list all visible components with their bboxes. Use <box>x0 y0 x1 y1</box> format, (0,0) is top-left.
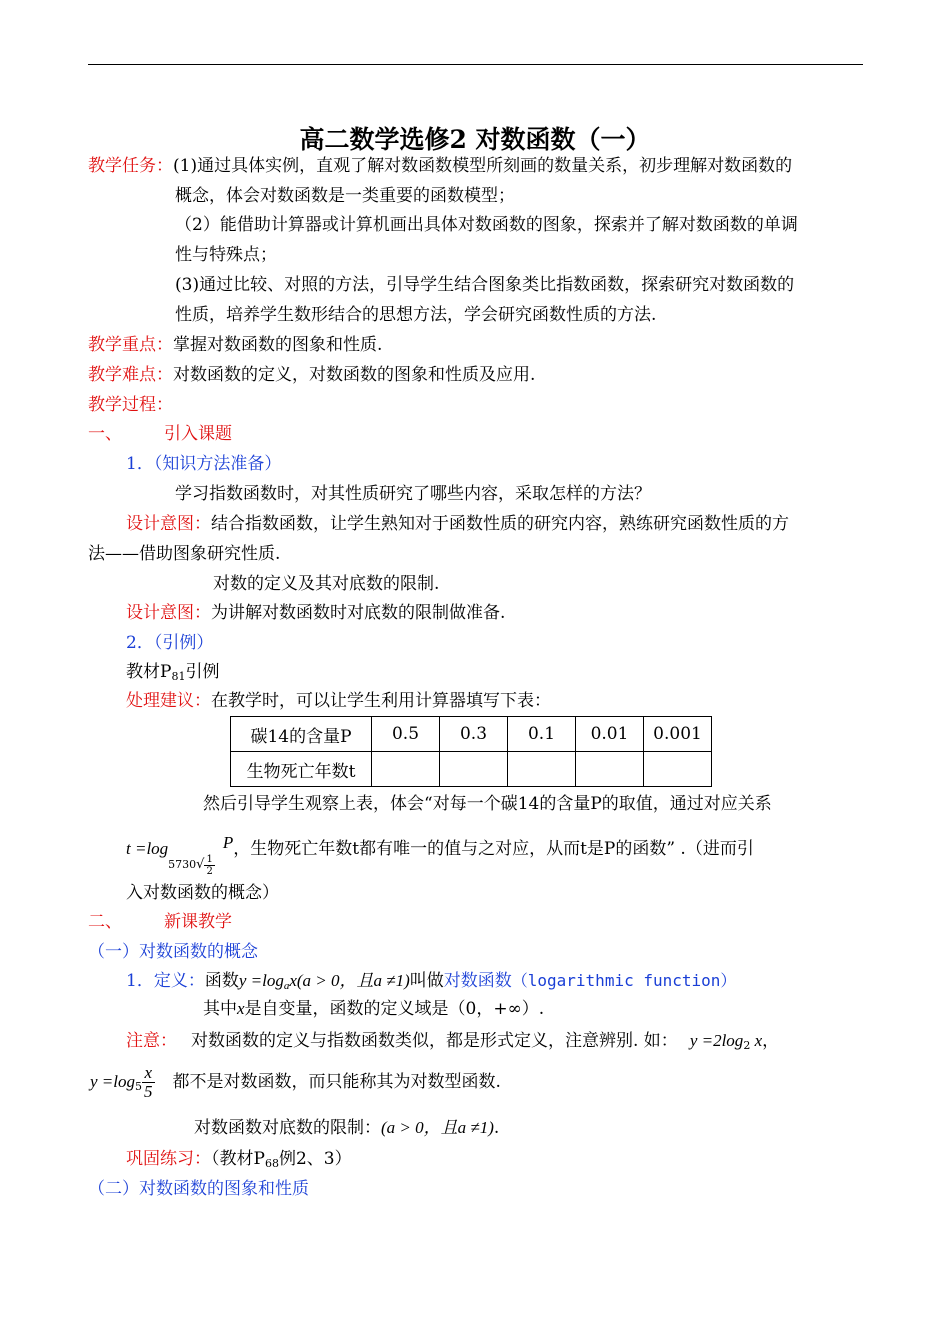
table-cell: 0.1 <box>508 717 576 752</box>
design-1-label: 设计意图： <box>126 514 211 534</box>
table-row <box>231 752 712 787</box>
note-example-2-num: x <box>142 1064 155 1083</box>
task-2a: （2）能借助计算器或计算机画出具体对数函数的图象，探索并了解对数函数的单调 <box>175 215 798 235</box>
limit-math: (a > 0，且a ≠1) <box>381 1118 494 1137</box>
header-rule <box>88 64 863 65</box>
focus-label: 教学重点： <box>88 335 173 355</box>
observe-line-3: 入对数函数的概念） <box>126 883 279 903</box>
section-1-num: 一、 <box>88 424 122 444</box>
question-1: 学习指数函数时，对其性质研究了哪些内容，采取怎样的方法？ <box>175 484 651 504</box>
note-example-2: y =log <box>90 1072 135 1091</box>
note-label: 注意： <box>126 1031 177 1051</box>
definition-math-post: x(a > 0，且a ≠1) <box>289 971 410 990</box>
table-cell: 0.01 <box>576 717 644 752</box>
table-cell: 生物死亡年数t <box>231 752 372 787</box>
domain-pre: 其中 <box>203 999 237 1019</box>
subsection-2: （二）对数函数的图象和性质 <box>88 1179 309 1199</box>
observe-line: 然后引导学生观察上表，体会“对每一个碳14的含量P的取值，通过对应关系 <box>203 794 772 814</box>
limit-pre: 对数函数对底数的限制： <box>194 1118 381 1138</box>
note-comma: ， <box>762 1031 780 1051</box>
textbook-post: 引例 <box>185 662 220 682</box>
observe-line-2: ，生物死亡年数t都有唯一的值与之对应，从而t是P的函数” .（进而引 <box>233 839 754 859</box>
suggest-text: 在教学时，可以让学生利用计算器填写下表： <box>211 691 551 711</box>
practice-pre: （教材P <box>211 1149 265 1169</box>
table-cell: 碳14的含量P <box>231 717 372 752</box>
definition-english: （logarithmic function） <box>511 971 737 990</box>
suggest-line <box>126 690 551 712</box>
section-2-heading <box>88 911 232 933</box>
design-1-text-b: 法——借助图象研究性质. <box>88 544 281 564</box>
task-2b: 性与特殊点； <box>175 245 277 265</box>
task-3a: (3)通过比较、对照的方法，引导学生结合图象类比指数函数，探索研究对数函数的 <box>175 275 795 295</box>
table-cell <box>508 752 576 787</box>
focus-line <box>88 334 382 356</box>
practice-post: 例2、3） <box>278 1149 352 1169</box>
note-example-1-arg: x <box>750 1031 763 1050</box>
limit-post: . <box>493 1118 500 1138</box>
textbook-pre: 教材P <box>126 662 172 682</box>
design-2-text: 为讲解对数函数时对底数的限制做准备. <box>211 603 506 623</box>
item-1-label: 1．（知识方法准备） <box>126 454 282 474</box>
definition-pre: 函数 <box>204 971 239 991</box>
carbon-table <box>230 716 712 787</box>
note-example-2-frac <box>142 1064 155 1101</box>
tasks-line-1 <box>88 155 792 177</box>
focus-text: 掌握对数函数的图象和性质. <box>173 335 383 355</box>
domain-var: x <box>237 999 245 1018</box>
definition-math: y =log <box>238 971 284 990</box>
limit-line <box>194 1117 499 1139</box>
table-cell: 0.001 <box>644 717 712 752</box>
design-2-line <box>126 602 505 624</box>
section-2-num: 二、 <box>88 912 122 932</box>
note-example-1-base: 2 <box>743 1039 751 1052</box>
item-2-label: 2．（引例） <box>126 633 214 653</box>
table-cell <box>644 752 712 787</box>
definition-base: a <box>283 980 290 992</box>
note-text: 对数函数的定义与指数函数类似，都是形式定义，注意辨别. 如： <box>191 1031 678 1051</box>
textbook-page: 81 <box>171 670 186 683</box>
design-2-label: 设计意图： <box>126 603 211 623</box>
table-cell <box>576 752 644 787</box>
page-title: 高二数学选修2 对数函数（一） <box>299 125 651 154</box>
definition-mid: 叫做 <box>409 971 444 991</box>
subsection-1: （一）对数函数的概念 <box>88 942 258 962</box>
table-cell <box>440 752 508 787</box>
formula-base <box>168 850 215 880</box>
formula-arg: P <box>222 833 234 852</box>
note-text-2: 都不是对数函数，而只能称其为对数型函数. <box>172 1072 501 1092</box>
formula-root-den: 2 <box>206 865 213 877</box>
design-1-text-a: 结合指数函数，让学生熟知对于函数性质的研究内容，熟练研究函数性质的方 <box>211 514 789 534</box>
table-cell <box>372 752 440 787</box>
task-1a: (1)通过具体实例，直观了解对数函数模型所刻画的数量关系，初步理解对数函数的 <box>173 156 793 176</box>
definition-term: 对数函数 <box>443 971 512 991</box>
table-row <box>231 717 712 752</box>
section-1-heading <box>88 423 232 445</box>
task-3b: 性质，培养学生数形结合的思想方法，学会研究函数性质的方法. <box>175 305 657 325</box>
design-1-line <box>126 513 789 535</box>
formula-base-number: 5730 <box>168 858 197 871</box>
formula-root-frac <box>204 854 214 877</box>
domain-line <box>203 998 544 1020</box>
definition-label: 1．定义： <box>126 971 205 991</box>
task-1b: 概念，体会对数函数是一类重要的函数模型； <box>175 186 515 206</box>
note-example-1: y =2log <box>689 1031 744 1050</box>
definition-line <box>126 970 736 997</box>
note-line-2 <box>90 1060 501 1109</box>
domain-post: 是自变量，函数的定义域是（0，+∞）. <box>244 999 545 1019</box>
note-line <box>126 1030 779 1057</box>
table-cell: 0.3 <box>440 717 508 752</box>
formula-line <box>126 828 754 880</box>
practice-label: 巩固练习： <box>126 1149 211 1169</box>
sqrt-sign: √ <box>196 857 205 872</box>
difficulty-line <box>88 364 535 386</box>
formula-root-num: 1 <box>206 853 213 865</box>
difficulty-label: 教学难点： <box>88 365 173 385</box>
section-1-title: 引入课题 <box>164 424 232 444</box>
note-example-2-base: 5 <box>135 1080 142 1093</box>
textbook-ref <box>126 661 219 688</box>
suggest-label: 处理建议： <box>126 691 211 711</box>
section-2-title: 新课教学 <box>164 912 232 932</box>
process-label: 教学过程： <box>88 395 173 415</box>
difficulty-text: 对数函数的定义，对数函数的图象和性质及应用. <box>173 365 536 385</box>
practice-line <box>126 1148 352 1175</box>
question-2: 对数的定义及其对底数的限制. <box>213 574 440 594</box>
practice-page: 68 <box>264 1157 279 1170</box>
note-example-2-den: 5 <box>144 1082 153 1101</box>
formula-lhs: t =log <box>126 839 169 858</box>
tasks-label: 教学任务： <box>88 156 173 176</box>
table-cell: 0.5 <box>372 717 440 752</box>
